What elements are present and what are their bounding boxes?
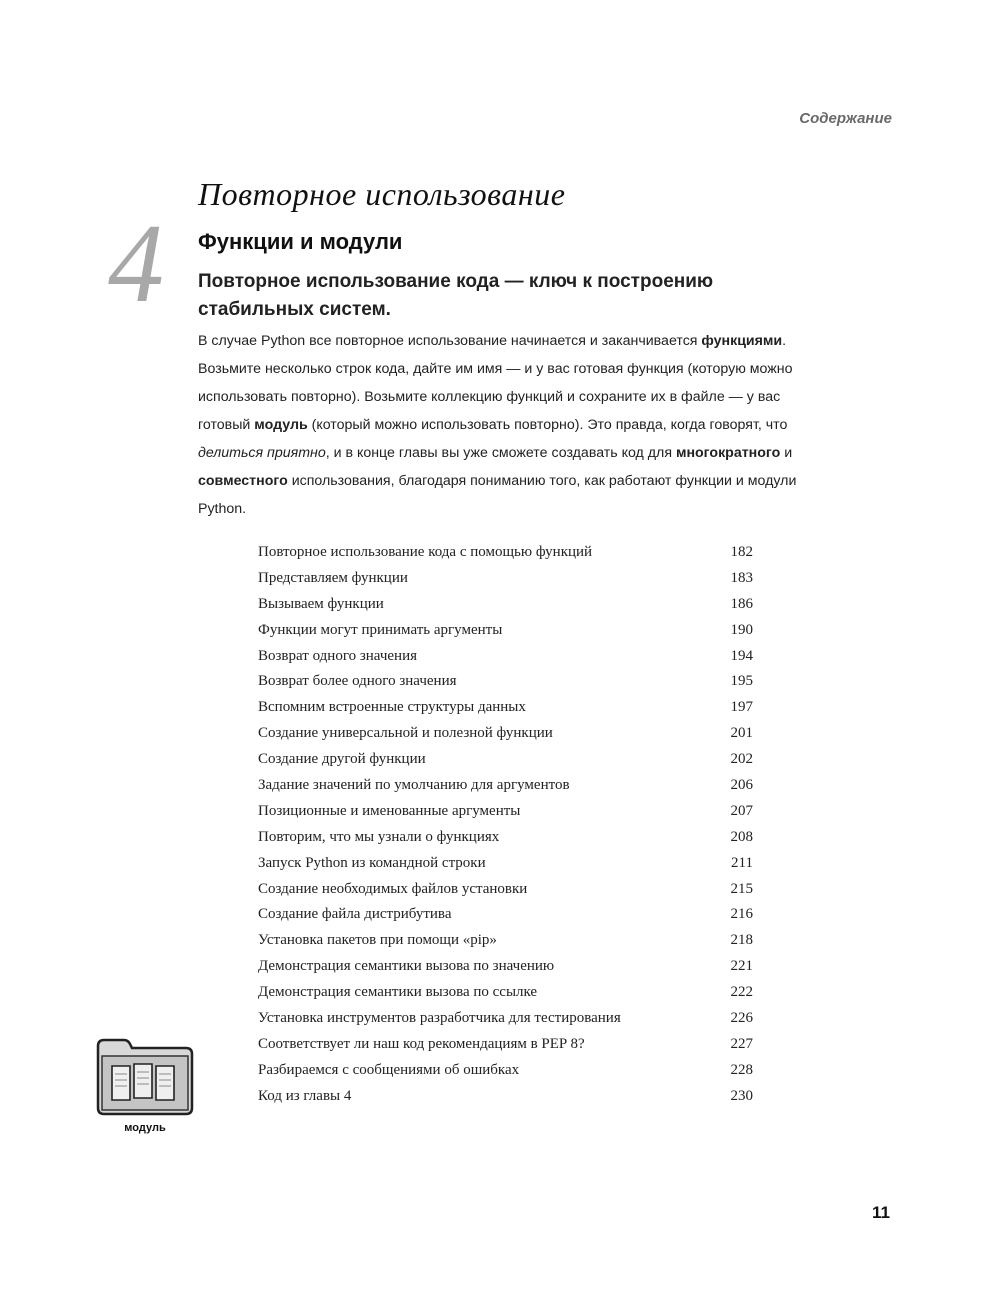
toc-title: Позиционные и именованные аргументы [258, 802, 521, 819]
toc-title: Демонстрация семантики вызова по ссылке [258, 984, 538, 1001]
toc-page: 183 [730, 569, 753, 586]
toc-row[interactable] [258, 592, 753, 618]
intro-paragraph [198, 327, 808, 523]
page-number: 11 [872, 1203, 890, 1222]
toc-page: 195 [730, 673, 753, 690]
intro-text: В случае Python все повторное использование начинается и заканчивается [198, 333, 702, 349]
toc-page: 202 [730, 751, 753, 768]
intro-bold: модуль [254, 417, 308, 433]
chapter-subtitle: Функции и модули [198, 229, 403, 254]
toc-row[interactable] [258, 540, 753, 566]
toc-title: Возврат одного значения [258, 647, 418, 664]
toc-page: 228 [730, 1061, 753, 1078]
toc-page: 208 [730, 828, 753, 845]
toc-row[interactable] [258, 954, 753, 980]
toc-row[interactable] [258, 902, 753, 928]
toc-row[interactable] [258, 618, 753, 644]
toc-title: Разбираемся с сообщениями об ошибках [258, 1061, 520, 1078]
toc-page: 207 [730, 802, 753, 819]
toc-page: 230 [730, 1087, 753, 1104]
toc-page: 227 [730, 1035, 753, 1052]
toc-page: 215 [730, 880, 753, 897]
toc-page: 226 [730, 1010, 753, 1027]
toc-row[interactable] [258, 851, 753, 877]
chapter-number: 4 [108, 202, 164, 326]
intro-text: , и в конце главы вы уже сможете создавать код для [325, 445, 676, 461]
intro-text: . Возьмите несколько строк кода, дайте им имя — и у вас готовая функция (которую можно использовать повторно). Возьмите коллекцию функций и сохраните их в файле — у вас готовый [198, 333, 793, 433]
toc-title: Установка пакетов при помощи «pip» [258, 932, 497, 949]
toc-page: 211 [731, 854, 753, 871]
module-caption: модуль [124, 1122, 166, 1134]
module-folder-icon [94, 1036, 196, 1118]
toc-title: Представляем функции [258, 569, 408, 586]
toc-page: 197 [730, 699, 753, 716]
chapter-lead: Повторное использование кода — ключ к построению стабильных систем. [198, 271, 714, 320]
running-head: Содержание [799, 110, 892, 127]
toc-title: Задание значений по умолчанию для аргументов [258, 777, 570, 794]
toc-title: Запуск Python из командной строки [258, 854, 486, 871]
toc-row[interactable] [258, 669, 753, 695]
toc-row[interactable] [258, 799, 753, 825]
toc-row[interactable] [258, 1084, 753, 1110]
toc-page: 221 [730, 958, 753, 975]
intro-bold: совместного [198, 473, 288, 489]
toc-row[interactable] [258, 773, 753, 799]
toc-row[interactable] [258, 825, 753, 851]
toc-row[interactable] [258, 721, 753, 747]
toc-title: Создание файла дистрибутива [258, 906, 452, 923]
intro-text: (который можно использовать повторно). Это правда, когда говорят, что [307, 417, 788, 433]
toc-row[interactable] [258, 1032, 753, 1058]
toc-row[interactable] [258, 644, 753, 670]
toc-title: Повторное использование кода с помощью функций [258, 544, 593, 560]
toc-page: 216 [730, 906, 753, 923]
toc-row[interactable] [258, 695, 753, 721]
toc-row[interactable] [258, 1006, 753, 1032]
chapter-title: Повторное использование [198, 176, 566, 212]
intro-text: и [780, 445, 793, 461]
toc-title: Создание другой функции [258, 751, 426, 768]
toc-title: Создание необходимых файлов установки [258, 880, 528, 897]
toc-page: 186 [730, 595, 753, 612]
toc-title: Функции могут принимать аргументы [258, 621, 503, 638]
toc-page: 218 [730, 932, 753, 949]
toc-title: Вспомним встроенные структуры данных [258, 699, 526, 716]
toc-row[interactable] [258, 928, 753, 954]
intro-italic: делиться приятно [198, 445, 326, 461]
intro-bold: функциями [701, 333, 783, 349]
toc-page: 194 [730, 647, 753, 664]
toc-row[interactable] [258, 980, 753, 1006]
toc-row[interactable] [258, 877, 753, 903]
toc-title: Установка инструментов разработчика для тестирования [258, 1010, 621, 1027]
toc-title: Создание универсальной и полезной функции [258, 725, 553, 742]
toc-title: Повторим, что мы узнали о функциях [258, 828, 500, 845]
toc-row[interactable] [258, 747, 753, 773]
table-of-contents [258, 540, 753, 1110]
toc-page: 182 [730, 544, 753, 560]
toc-row[interactable] [258, 566, 753, 592]
toc-title: Соответствует ли наш код рекомендациям в PEP 8? [258, 1035, 585, 1052]
toc-title: Возврат более одного значения [258, 673, 457, 690]
toc-title: Демонстрация семантики вызова по значению [258, 958, 555, 975]
intro-text: использования, благодаря пониманию того, как работают функции и модули Python. [198, 473, 797, 517]
toc-page: 222 [730, 984, 753, 1001]
toc-title: Код из главы 4 [258, 1087, 352, 1104]
toc-page: 206 [730, 777, 753, 794]
toc-title: Вызываем функции [258, 595, 384, 612]
toc-page: 190 [730, 621, 753, 638]
intro-bold: многократного [675, 445, 781, 461]
toc-page: 201 [730, 725, 753, 742]
toc-row[interactable] [258, 1058, 753, 1084]
